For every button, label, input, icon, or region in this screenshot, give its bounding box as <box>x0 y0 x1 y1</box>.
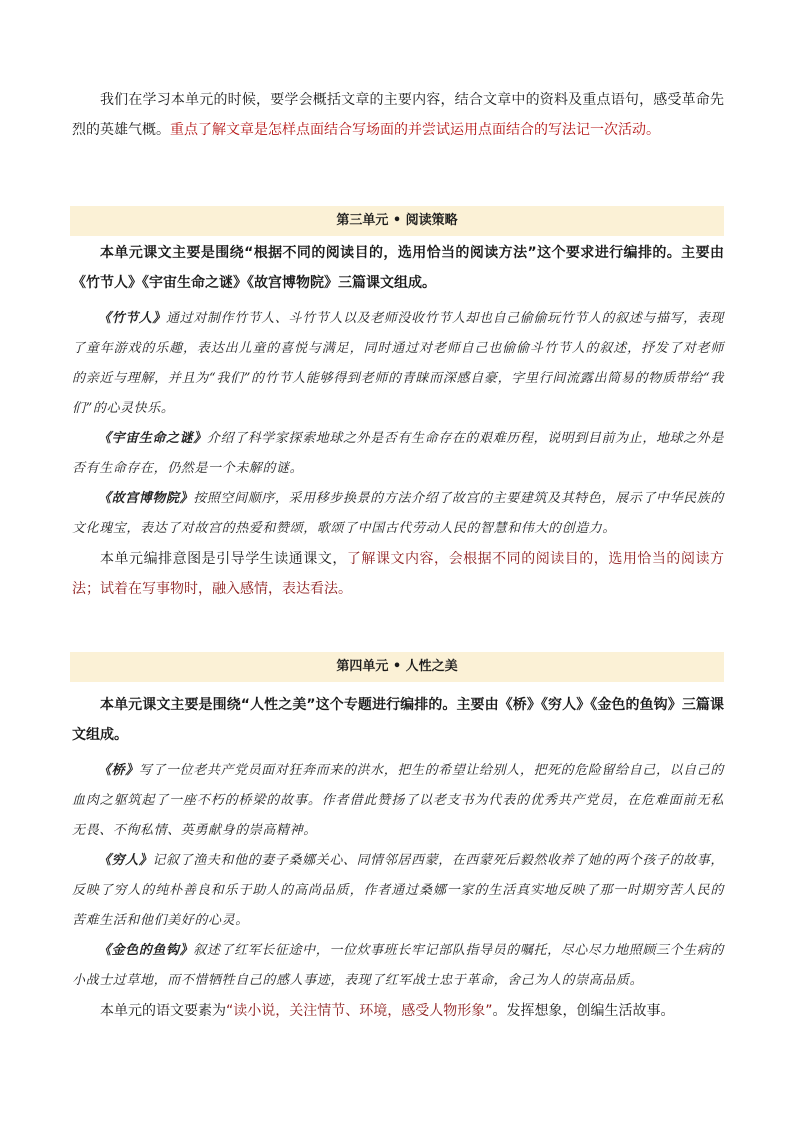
unit4-section <box>72 690 724 1026</box>
unit4-item-title: 《桥》 <box>98 763 139 778</box>
unit4-item-qiongren <box>72 846 724 936</box>
unit4-item-text: 写了一位老共产党员面对狂奔而来的洪水，把生的希望让给别人，把死的危险留给自己，以自己的血肉之躯筑起了一座不朽的桥梁的故事。作者借此赞扬了以老支书为代表的优秀共产党员，在危难面前无私无畏、不徇私情、英勇献身的崇高精神。 <box>72 763 724 838</box>
unit3-item-yuzhou <box>72 424 724 484</box>
unit3-item-gugong <box>72 484 724 544</box>
unit4-item-text: 叙述了红军长征途中，一位炊事班长牢记部队指导员的嘱托，尽心尽力地照顾三个生病的小战士过草地，而不惜牺牲自己的感人事迹，表现了红军战士忠于革命，舍己为人的崇高品质。 <box>72 943 724 988</box>
unit4-item-title: 《金色的鱼钩》 <box>98 943 194 958</box>
unit4-item-qiao <box>72 756 724 846</box>
unit4-closing-tail: 。发挥想象，创编生活故事。 <box>492 1003 675 1019</box>
intro-paragraph <box>72 85 724 145</box>
unit4-item-yugou <box>72 936 724 996</box>
unit4-item-title: 《穷人》 <box>98 853 153 868</box>
unit3-closing-text: 本单元编排意图是引导学生读通课文， <box>100 551 347 567</box>
unit3-item-title: 《竹节人》 <box>98 311 167 326</box>
unit3-item-title: 《故宫博物院》 <box>98 491 194 506</box>
unit3-header: 第三单元 • 阅读策略 <box>70 206 724 236</box>
unit3-item-title: 《宇宙生命之谜》 <box>98 431 207 446</box>
unit3-item-zhujieren <box>72 304 724 424</box>
unit3-item-text: 通过对制作竹节人、斗竹节人以及老师没收竹节人却也自己偷偷玩竹节人的叙述与描写，表现了童年游戏的乐趣，表达出儿童的喜悦与满足，同时通过对老师自己也偷偷斗竹节人的叙述，抒发了对老师的亲近与理解，并且为“我们”的竹节人能够得到老师的青睐而深感自豪，字里行间流露出简易的物质带给“我们”的心灵快乐。 <box>72 311 724 416</box>
unit4-closing-highlight: “读小说，关注情节、环境，感受人物形象” <box>226 1003 493 1019</box>
intro-text: 我们在学习本单元的时候，要学会概括文章的主要内容，结合文章中的资料及重点语句，感受革命先烈的英雄气概。 <box>72 92 724 138</box>
unit3-summary: 本单元课文主要是围绕“根据不同的阅读目的，选用恰当的阅读方法”这个要求进行编排的。主要由《竹节人》《宇宙生命之谜》《故宫博物院》三篇课文组成。 <box>72 245 724 291</box>
unit3-closing <box>72 544 724 604</box>
unit3-item-text: 按照空间顺序，采用移步换景的方法介绍了故宫的主要建筑及其特色，展示了中华民族的文化瑰宝，表达了对故宫的热爱和赞颂，歌颂了中国古代劳动人民的智慧和伟大的创造力。 <box>72 491 724 536</box>
unit4-header: 第四单元 • 人性之美 <box>70 652 724 682</box>
unit4-closing <box>72 996 724 1026</box>
unit3-section <box>72 238 724 604</box>
unit4-closing-text: 本单元的语文要素为 <box>100 1003 226 1019</box>
unit3-closing-highlight: 了解课文内容，会根据不同的阅读目的，选用恰当的阅读方法；试着在写事物时，融入感情，表达看法。 <box>72 551 724 597</box>
intro-highlight: 重点了解文章是怎样点面结合写场面的并尝试运用点面结合的写法记一次活动。 <box>170 122 660 138</box>
unit4-summary: 本单元课文主要是围绕“人性之美”这个专题进行编排的。主要由《桥》《穷人》《金色的鱼钩》三篇课文组成。 <box>72 697 724 743</box>
intro-section <box>72 85 724 145</box>
unit4-item-text: 记叙了渔夫和他的妻子桑娜关心、同情邻居西蒙，在西蒙死后毅然收养了她的两个孩子的故事，反映了穷人的纯朴善良和乐于助人的高尚品质，作者通过桑娜一家的生活真实地反映了那一时期穷苦人民的苦难生活和他们美好的心灵。 <box>72 853 724 928</box>
unit3-item-text: 介绍了科学家探索地球之外是否有生命存在的艰难历程，说明到目前为止，地球之外是否有生命存在，仍然是一个未解的谜。 <box>72 431 724 476</box>
